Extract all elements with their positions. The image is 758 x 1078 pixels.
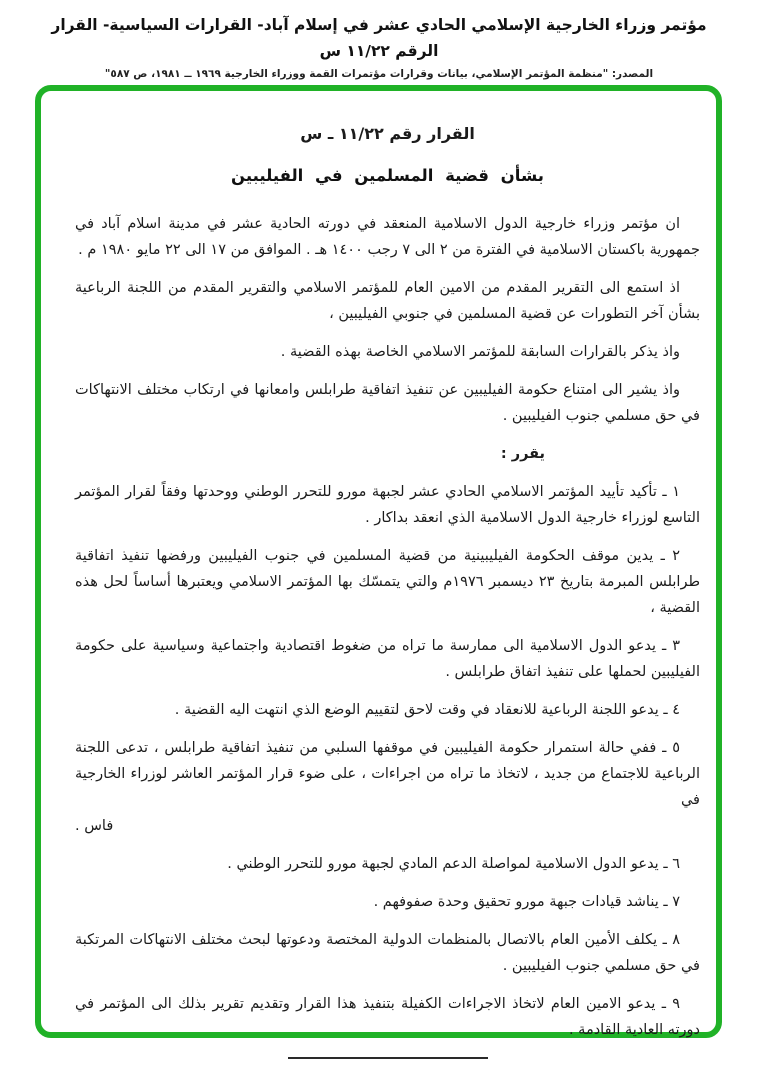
decision-item-4: ٤ ـ يدعو اللجنة الرباعية للانعقاد في وقت لاحق لتقييم الوضع الذي انتهت اليه القضية . — [174, 702, 680, 718]
decision-item-5-tail: فاس . — [75, 818, 114, 834]
header-source-line: المصدر: "منظمة المؤتمر الإسلامي، بيانات وقرارات مؤتمرات القمة ووزراء الخارجية ١٩٦٩ ــ ١٩٨١، ص ٥٨٧" — [104, 68, 654, 80]
document-header — [0, 12, 758, 84]
footer-rule — [288, 1057, 488, 1059]
resolution-content — [41, 121, 716, 1038]
decision-item-1: ١ ـ تأكيد تأييد المؤتمر الاسلامي الحادي عشر لجبهة مورو للتحرر الوطني ووحدتها وفقاً لقرار المؤتمر التاسع لوزراء خارجية الدول الاسلامية الذي انعقد بداكار . — [75, 484, 700, 526]
decision-item-7: ٧ ـ يناشد قيادات جبهة مورو تحقيق وحدة صفوفهم . — [373, 894, 680, 910]
resolution-subject-title: بشأن قضية المسلمين في الفيليبين — [231, 166, 544, 185]
preamble-paragraph: ان مؤتمر وزراء خارجية الدول الاسلامية المنعقد في دورته الحادية عشر في مدينة اسلام آباد في جمهورية باكستان الاسلامية في الفترة من ٢ الى ٧ رجب ١٤٠٠ هـ . الموافق من ١٧ الى ٢٢ مايو ١٩٨٠ م . — [75, 216, 700, 258]
green-border-frame — [35, 85, 722, 1038]
preamble-paragraph: واذ يذكر بالقرارات السابقة للمؤتمر الاسلامي الخاصة بهذه القضية . — [280, 344, 680, 360]
resolution-body — [75, 211, 700, 1043]
decision-item-2: ٢ ـ يدين موقف الحكومة الفيليبينية من قضية المسلمين في جنوب الفيليبين ورفضها تنفيذ اتفاقية طرابلس المبرمة بتاريخ ٢٣ ديسمبر ١٩٧٦م والتي يتمسّك بها المؤتمر الاسلامي ويعتبرها أساساً لحل هذه القضية ، — [75, 548, 700, 616]
resolution-number-title: القرار رقم ١١/٢٢ ـ س — [300, 124, 475, 143]
decision-item-6: ٦ ـ يدعو الدول الاسلامية لمواصلة الدعم المادي لجبهة مورو للتحرر الوطني . — [227, 856, 680, 872]
decision-item-5: ٥ ـ ففي حالة استمرار حكومة الفيليبين في موقفها السلبي من تنفيذ اتفاقية طرابلس ، تدعى اللجنة الرباعية للاجتماع من جديد ، لاتخاذ ما تراه من اجراءات ، على ضوء قرار المؤتمر العاشر لوزراء الخارجية في — [75, 740, 700, 808]
header-citation-line: مؤتمر وزراء الخارجية الإسلامي الحادي عشر في إسلام آباد- القرارات السياسية- القرار الرقم ١١/٢٢ س — [51, 16, 707, 60]
resolves-heading: يقرر : — [500, 446, 545, 462]
decision-item-3: ٣ ـ يدعو الدول الاسلامية الى ممارسة ما تراه من ضغوط اقتصادية واجتماعية وسياسية على حكومة الفيليبين لحملها على تنفيذ اتفاق طرابلس . — [75, 638, 700, 680]
preamble-paragraph: واذ يشير الى امتناع حكومة الفيليبين عن تنفيذ اتفاقية طرابلس وامعانها في ارتكاب مختلف الانتهاكات في حق مسلمي جنوب الفيليبين . — [75, 382, 700, 424]
preamble-paragraph: اذ استمع الى التقرير المقدم من الامين العام للمؤتمر الاسلامي والتقرير المقدم من اللجنة الرباعية بشأن آخر التطورات عن قضية المسلمين في جنوبي الفيليبين ، — [75, 280, 700, 322]
decision-item-8: ٨ ـ يكلف الأمين العام بالاتصال بالمنظمات الدولية المختصة ودعوتها لبحث مختلف الانتهاكات المرتكبة في حق مسلمي جنوب الفيليبين . — [75, 932, 700, 974]
decision-item-9: ٩ ـ يدعو الامين العام لاتخاذ الاجراءات الكفيلة بتنفيذ هذا القرار وتقديم تقرير بذلك الى المؤتمر في دورته العادية القادمة . — [75, 996, 700, 1038]
